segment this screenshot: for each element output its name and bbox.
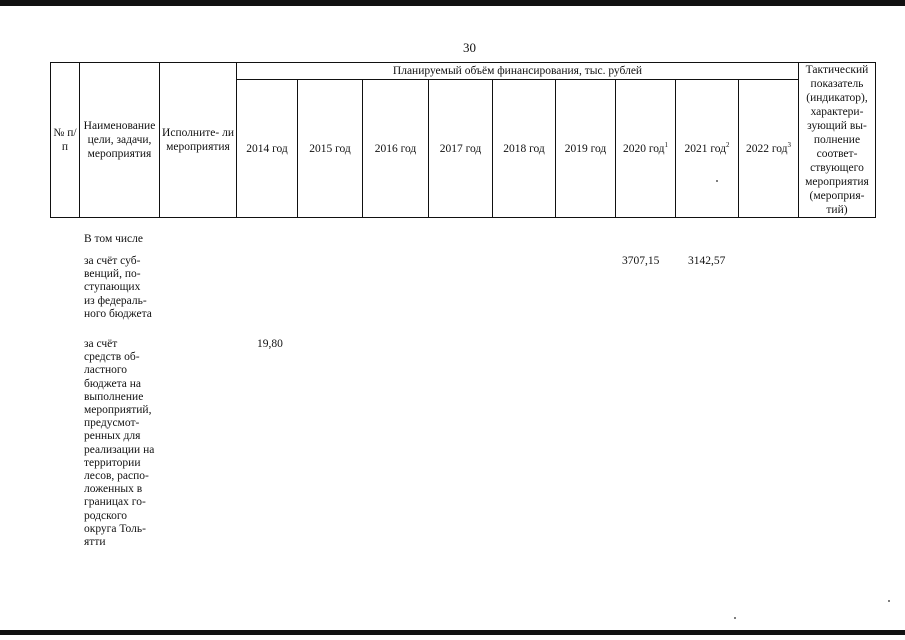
- scan-speck: [734, 617, 736, 619]
- header-name: Наименование цели, задачи, мероприятия: [80, 63, 160, 218]
- header-year-2018: 2018 год: [493, 80, 556, 218]
- header-year-2021: 2021 год$^2$: [676, 80, 739, 218]
- financing-table: [50, 62, 876, 218]
- bottom-border-rule: [0, 630, 905, 635]
- header-planned-financing: Планируемый объём финансирования, тыс. рублей: [237, 63, 799, 80]
- header-year-2020: 2020 год$^1$: [616, 80, 676, 218]
- header-executor: Исполните- ли мероприятия: [160, 63, 237, 218]
- header-year-2017: 2017 год: [429, 80, 493, 218]
- scan-speck: [888, 600, 890, 602]
- top-border-rule: [0, 0, 905, 6]
- regional-budget-label: за счёт средств об- ластного бюджета на выполнение мероприятий, предусмот- ренных для реализации на территории лесов, распо- ложенных в границах го- родского округа Толь- ятти: [84, 338, 155, 549]
- federal-subventions-label: за счёт суб- венций, по- ступающих из федераль- ного бюджета: [84, 255, 152, 320]
- header-number: № п/п: [51, 63, 80, 218]
- federal-value-2021: 3142,57: [688, 255, 726, 267]
- including-label: В том числе: [84, 233, 143, 245]
- regional-value-2014: 19,80: [257, 338, 283, 350]
- header-year-2019: 2019 год: [556, 80, 616, 218]
- header-year-2016: 2016 год: [363, 80, 429, 218]
- header-year-2022: 2022 год$^3$: [739, 80, 799, 218]
- federal-value-2020: 3707,15: [622, 255, 660, 267]
- scan-speck: [716, 180, 718, 182]
- page-number: 30: [463, 40, 476, 55]
- header-year-2014: 2014 год: [237, 80, 298, 218]
- header-year-2015: 2015 год: [298, 80, 363, 218]
- header-tactical-indicator: Тактический показатель (индикатор), характери- зующий вы- полнение соответ- ствующего мероприятия (мероприя- тий): [799, 63, 876, 218]
